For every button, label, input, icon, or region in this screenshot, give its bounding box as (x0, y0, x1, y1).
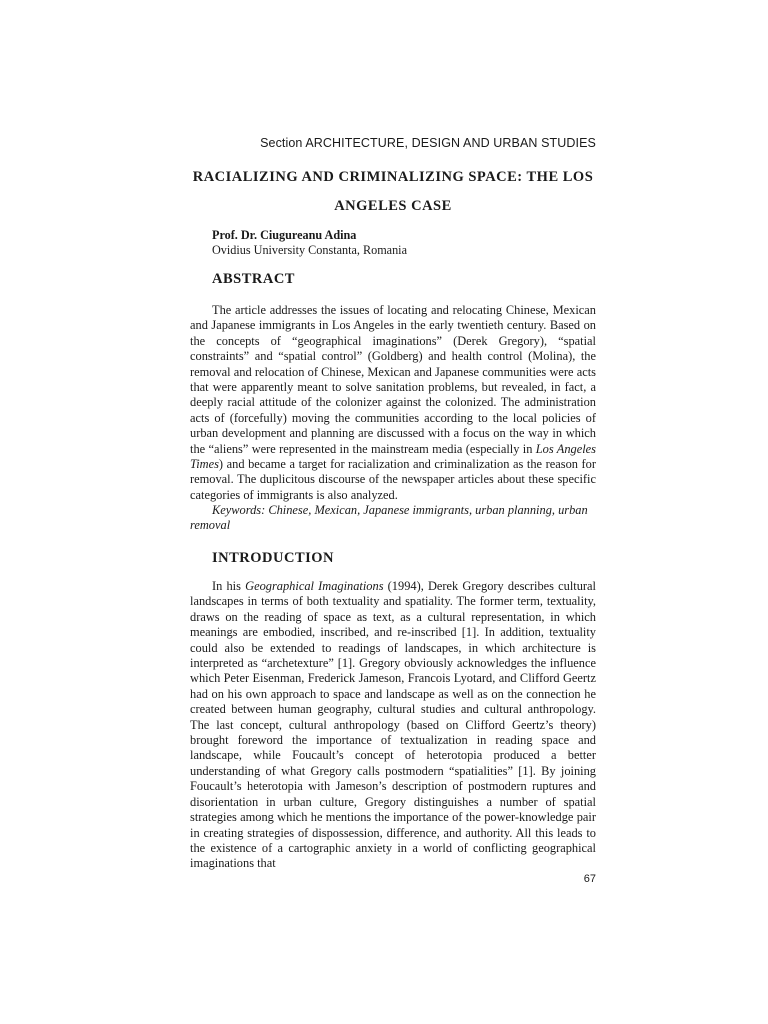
author-affiliation: Ovidius University Constanta, Romania (212, 243, 407, 257)
abstract-heading: ABSTRACT (212, 271, 295, 287)
section-header: Section ARCHITECTURE, DESIGN AND URBAN STUDIES (260, 136, 596, 150)
title-line-1: RACIALIZING AND CRIMINALIZING SPACE: THE LOS (192, 169, 594, 185)
page-number: 67 (583, 873, 596, 885)
introduction-heading: INTRODUCTION (212, 550, 335, 566)
abstract-text-2: ) and became a target for racialization and criminalization as the reason for removal. The duplicitous discourse of the newspaper articles about these specific categories of immigrants is also analyzed. (190, 457, 596, 502)
title-line-2: ANGELES CASE (334, 198, 452, 214)
abstract-italic-source: Los Angeles Times (190, 441, 596, 472)
introduction-paragraph (190, 579, 596, 872)
intro-text-2: (1994), Derek Gregory describes cultural landscapes in terms of both textuality and spatiality. The former term, textuality, draws on the reading of space as text, as a cultural representation, in which meanings are embodied, inscribed, and re-inscribed [1]. In addition, textuality could also be extended to readings of landscapes, in which architecture is interpreted as “archetexture” [1]. Gregory obviously acknowledges the influence which Peter Eisenman, Frederick Jameson, Francois Lyotard, and Clifford Geertz had on his own approach to space and landscape as well as on the connection he created between human geography, cultural studies and cultural anthropology. The last concept, cultural anthropology (based on Clifford Geertz’s theory) brought foreword the importance of textualization in reading space and landscape, while Foucault’s concept of heterotopia produced a better understanding of what Gregory calls postmodern “spatialities” [1]. By joining Foucault’s heterotopia with Jameson’s description of postmodern ruptures and disorientation in urban culture, Gregory distinguishes a number of spatial strategies among which he mentions the importance of the power-knowledge pair in creating strategies of dispossession, difference, and authority. All this leads to the existence of a cartographic anxiety in a world of conflicting geographical imaginations that (190, 579, 596, 871)
author-block (212, 228, 407, 258)
author-name: Prof. Dr. Ciugureanu Adina (212, 228, 357, 242)
abstract-text-1: The article addresses the issues of locating and relocating Chinese, Mexican and Japanese immigrants in Los Angeles in the early twentieth century. Based on the concepts of “geographical imaginations” (Derek Gregory), “spatial constraints” and “spatial control” (Goldberg) and health control (Molina), the removal and relocation of Chinese, Mexican and Japanese communities were acts that were apparently meant to solve sanitation problems, but revealed, in fact, a deeply racial attitude of the colonizer against the colonized. The administration acts of (forcefully) moving the communities according to the local policies of urban development and planning are discussed with a focus on the way in which the “aliens” were represented in the mainstream media (especially in (190, 303, 596, 456)
intro-text-1: In his (212, 579, 246, 593)
paper-title (190, 163, 596, 221)
abstract-paragraph (190, 303, 596, 503)
intro-italic-title: Geographical Imaginations (245, 579, 384, 593)
keywords: Keywords: Chinese, Mexican, Japanese immigrants, urban planning, urban removal (190, 503, 588, 533)
